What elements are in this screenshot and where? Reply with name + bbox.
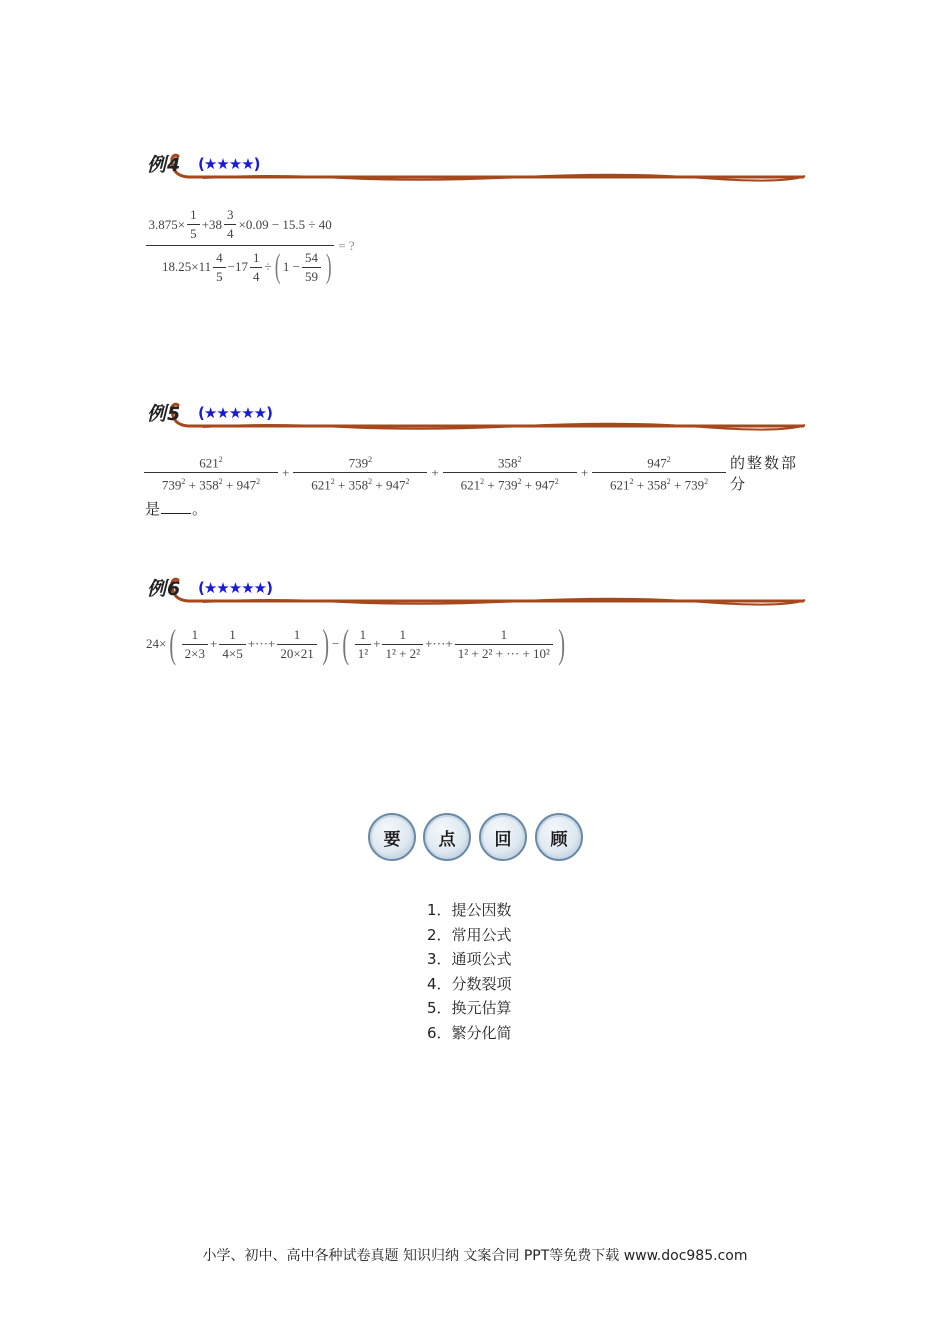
fraction: $\frac{1}{\text{1² + 2² + ··· + 10²}}$ [455, 626, 553, 663]
example-6-header [143, 576, 807, 612]
fraction: $\frac{1}{\text{1²}}$ [355, 626, 371, 663]
review-item: 5．换元估算 [427, 999, 512, 1018]
example-5-formula: $\frac{621^2}{739^2 + 358^2 + 947^2}$ + $\frac{739^2}{621^2 + 358^2 + 947^2}$ + $\frac{358^2}{621^2 + 739^2 + 947^2}$ + $\frac{947^2}{621^2 + 358^2 + 739^2}$ 的整数部分 [144, 451, 814, 495]
fraction: $\frac{4}{5}$ [213, 249, 226, 286]
example-tag: 例5 [147, 403, 182, 425]
fraction: $\frac{1}{4\times 5}$ [219, 626, 245, 663]
footer-text: 小学、初中、高中各种试卷真题 知识归纳 文案合同 PPT等免费下载 www.doc985.com [202, 1248, 748, 1264]
example-4-formula: 3.875× $\frac{1}{5}$ +38 $\frac{3}{4}$ ×0.09 − 15.5 ÷ 40 18.25×11 $\frac{4}{5}$ −17 $\frac{1}{4}$ ÷ ( 1 − $\frac{54}{59}$ ) = ? [146, 206, 406, 286]
review-item: 2．常用公式 [427, 925, 512, 944]
answer-line: 是 。 [145, 500, 208, 518]
fraction: $\frac{1}{20\times 21}$ [277, 626, 316, 663]
review-badge: 回 [479, 813, 527, 861]
review-item: 4．分数裂项 [427, 974, 512, 993]
fraction: $\frac{1}{\text{1² + 2²}}$ [382, 626, 423, 663]
review-badge: 顾 [535, 813, 583, 861]
formula-numerator: 3.875× $\frac{1}{5}$ +38 $\frac{3}{4}$ ×0.09 − 15.5 ÷ 40 [148, 207, 332, 241]
fraction: $\frac{1}{5}$ [187, 206, 200, 243]
example-tag: 例6 [147, 578, 182, 600]
fraction-term: $\frac{358^2}{621^2 + 739^2 + 947^2}$ [445, 451, 575, 495]
fraction: $\frac{1}{4}$ [250, 249, 263, 286]
difficulty-stars: (★★★★★) [198, 404, 272, 422]
difficulty-stars: (★★★★★) [198, 579, 272, 597]
review-item: 1．提公因数 [427, 901, 512, 919]
difficulty-stars: (★★★★) [198, 155, 260, 173]
question-suffix: 的整数部分 [730, 453, 799, 493]
review-item: 3．通项公式 [427, 950, 512, 969]
review-badge: 要 [368, 813, 416, 861]
review-badge: 点 [423, 813, 471, 861]
example-tag: 例4 [147, 154, 182, 176]
fraction-term: $\frac{947^2}{621^2 + 358^2 + 739^2}$ [594, 451, 724, 495]
example-6-formula: 24× ( $\frac{1}{2\times 3}$ + $\frac{1}{4\times 5}$ +···+ $\frac{1}{20\times 21}$ ) − ( $\frac{1}{\text{1²}}$ + $\frac{1}{\text{1² + 2²}}$ +···+ $\frac{1}{\text{1² + 2² + ··· + 10²}}$ ) [146, 621, 565, 666]
fraction-term: $\frac{621^2}{739^2 + 358^2 + 947^2}$ [146, 451, 276, 495]
formula-denominator: 18.25×11 $\frac{4}{5}$ −17 $\frac{1}{4}$ ÷ ( 1 − $\frac{54}{59}$ ) [146, 245, 334, 286]
fraction: $\frac{1}{2\times 3}$ [182, 626, 208, 663]
review-item: 6．繁分化简 [427, 1023, 512, 1042]
answer-blank[interactable] [161, 513, 191, 514]
fraction-term: $\frac{739^2}{621^2 + 358^2 + 947^2}$ [295, 451, 425, 495]
example-4-header [143, 152, 807, 188]
fraction: $\frac{3}{4}$ [224, 206, 237, 243]
fraction: $\frac{54}{59}$ [302, 249, 321, 286]
review-list [427, 898, 512, 1046]
example-5-header [143, 401, 807, 437]
